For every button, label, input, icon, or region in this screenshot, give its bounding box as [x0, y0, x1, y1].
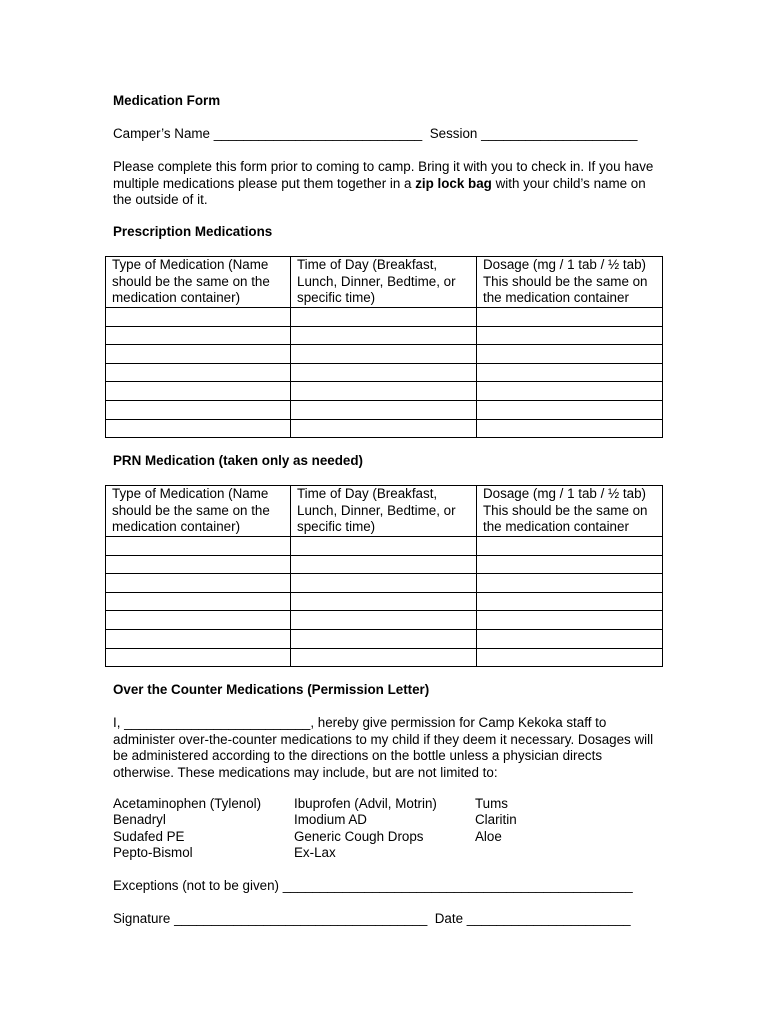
- table-cell[interactable]: [477, 400, 663, 419]
- table-cell[interactable]: [291, 382, 477, 401]
- column-header: Type of Medication (Name should be the same on the medication container): [106, 257, 291, 308]
- session-label: Session: [429, 126, 478, 141]
- table-cell[interactable]: [291, 326, 477, 345]
- table-cell[interactable]: [106, 555, 291, 574]
- table-row: [106, 345, 663, 364]
- list-item: Ibuprofen (Advil, Motrin): [294, 796, 437, 811]
- table-cell[interactable]: [106, 308, 291, 327]
- table-cell[interactable]: [291, 574, 477, 593]
- table-cell[interactable]: [477, 611, 663, 630]
- column-header: Time of Day (Breakfast, Lunch, Dinner, Bedtime, or specific time): [291, 486, 477, 537]
- signature-label: Signature: [113, 911, 171, 926]
- intro-paragraph: [113, 159, 665, 209]
- column-header: Time of Day (Breakfast, Lunch, Dinner, Bedtime, or specific time): [291, 257, 477, 308]
- column-header: Type of Medication (Name should be the same on the medication container): [106, 486, 291, 537]
- date-field[interactable]: ______________________: [466, 911, 631, 926]
- table-cell[interactable]: [106, 326, 291, 345]
- list-item: Ex-Lax: [294, 844, 336, 860]
- table-header-row: [106, 486, 663, 537]
- table-cell[interactable]: [106, 345, 291, 364]
- table-cell[interactable]: [291, 308, 477, 327]
- table-row: [106, 363, 663, 382]
- table-row: [106, 555, 663, 574]
- date-label: Date: [434, 911, 464, 926]
- list-item: Claritin: [475, 812, 517, 828]
- otc-column-2: [294, 796, 437, 861]
- table-row: [106, 419, 663, 438]
- table-row: [106, 537, 663, 556]
- table-cell[interactable]: [477, 363, 663, 382]
- table-cell[interactable]: [477, 345, 663, 364]
- list-item: Tums: [475, 796, 508, 811]
- table-cell[interactable]: [106, 400, 291, 419]
- table-cell[interactable]: [106, 611, 291, 630]
- list-item: Imodium AD: [294, 812, 367, 828]
- intro-text-1: Please complete this form prior to coming to camp. Bring it with you to check in. If you have multiple medications please put them together in a: [113, 159, 654, 191]
- table-cell[interactable]: [477, 308, 663, 327]
- table-row: [106, 400, 663, 419]
- table-row: [106, 326, 663, 345]
- list-item: Generic Cough Drops: [294, 828, 424, 844]
- column-header: Dosage (mg / 1 tab / ½ tab) This should be the same on the medication container: [477, 257, 663, 308]
- table-cell[interactable]: [106, 537, 291, 556]
- table-cell[interactable]: [106, 382, 291, 401]
- prn-heading: PRN Medication (taken only as needed): [113, 453, 364, 468]
- list-item: Pepto-Bismol: [113, 844, 193, 860]
- table-cell[interactable]: [291, 363, 477, 382]
- signature-field[interactable]: __________________________________: [174, 911, 428, 926]
- list-item: Acetaminophen (Tylenol): [113, 796, 262, 811]
- table-cell[interactable]: [291, 419, 477, 438]
- form-title: Medication Form: [113, 93, 221, 108]
- table-row: [106, 382, 663, 401]
- exceptions-line: [113, 878, 633, 895]
- intro-bold: zip lock bag: [415, 175, 492, 191]
- table-cell[interactable]: [106, 592, 291, 611]
- table-cell[interactable]: [477, 648, 663, 667]
- table-row: [106, 592, 663, 611]
- otc-column-1: [113, 796, 261, 861]
- table-cell[interactable]: [477, 419, 663, 438]
- list-item: Aloe: [475, 828, 502, 844]
- table-header-row: [106, 257, 663, 308]
- table-cell[interactable]: [477, 326, 663, 345]
- table-cell[interactable]: [477, 382, 663, 401]
- otc-heading: Over the Counter Medications (Permission Letter): [113, 682, 430, 697]
- table-row: [106, 648, 663, 667]
- table-cell[interactable]: [291, 592, 477, 611]
- intro-text-2: with your child’s name on the outside of it.: [113, 175, 646, 207]
- table-cell[interactable]: [291, 611, 477, 630]
- signature-line: [113, 911, 631, 928]
- table-row: [106, 308, 663, 327]
- table-row: [106, 611, 663, 630]
- table-cell[interactable]: [106, 363, 291, 382]
- table-cell[interactable]: [106, 574, 291, 593]
- permission-paragraph: I, _________________________, hereby give permission for Camp Kekoka staff to administer over-the-counter medications to my child if they deem it necessary. Dosages will be administered according to the directions on the bottle unless a physician directs otherwise. These medications may include, but are not limited to:: [113, 715, 654, 780]
- table-row: [106, 574, 663, 593]
- prescription-table: [105, 256, 663, 438]
- table-cell[interactable]: [291, 345, 477, 364]
- prn-table: [105, 485, 663, 667]
- table-cell[interactable]: [477, 592, 663, 611]
- session-field[interactable]: _____________________: [481, 126, 638, 141]
- table-cell[interactable]: [477, 537, 663, 556]
- table-cell[interactable]: [106, 629, 291, 648]
- table-cell[interactable]: [106, 419, 291, 438]
- camper-line: [113, 126, 638, 143]
- list-item: Benadryl: [113, 812, 166, 828]
- camper-name-label: Camper’s Name: [113, 126, 210, 141]
- column-header: Dosage (mg / 1 tab / ½ tab) This should be the same on the medication container: [477, 486, 663, 537]
- table-cell[interactable]: [291, 555, 477, 574]
- exceptions-label: Exceptions (not to be given): [113, 878, 279, 893]
- table-cell[interactable]: [291, 648, 477, 667]
- table-cell[interactable]: [291, 537, 477, 556]
- table-cell[interactable]: [477, 574, 663, 593]
- table-cell[interactable]: [477, 629, 663, 648]
- prescription-heading: Prescription Medications: [113, 224, 273, 239]
- camper-name-field[interactable]: ____________________________: [213, 126, 423, 141]
- list-item: Sudafed PE: [113, 828, 185, 844]
- otc-column-3: [475, 796, 517, 845]
- table-cell[interactable]: [291, 400, 477, 419]
- table-cell[interactable]: [291, 629, 477, 648]
- table-row: [106, 629, 663, 648]
- table-cell[interactable]: [477, 555, 663, 574]
- exceptions-field[interactable]: _______________________________________________: [282, 878, 633, 893]
- table-cell[interactable]: [106, 648, 291, 667]
